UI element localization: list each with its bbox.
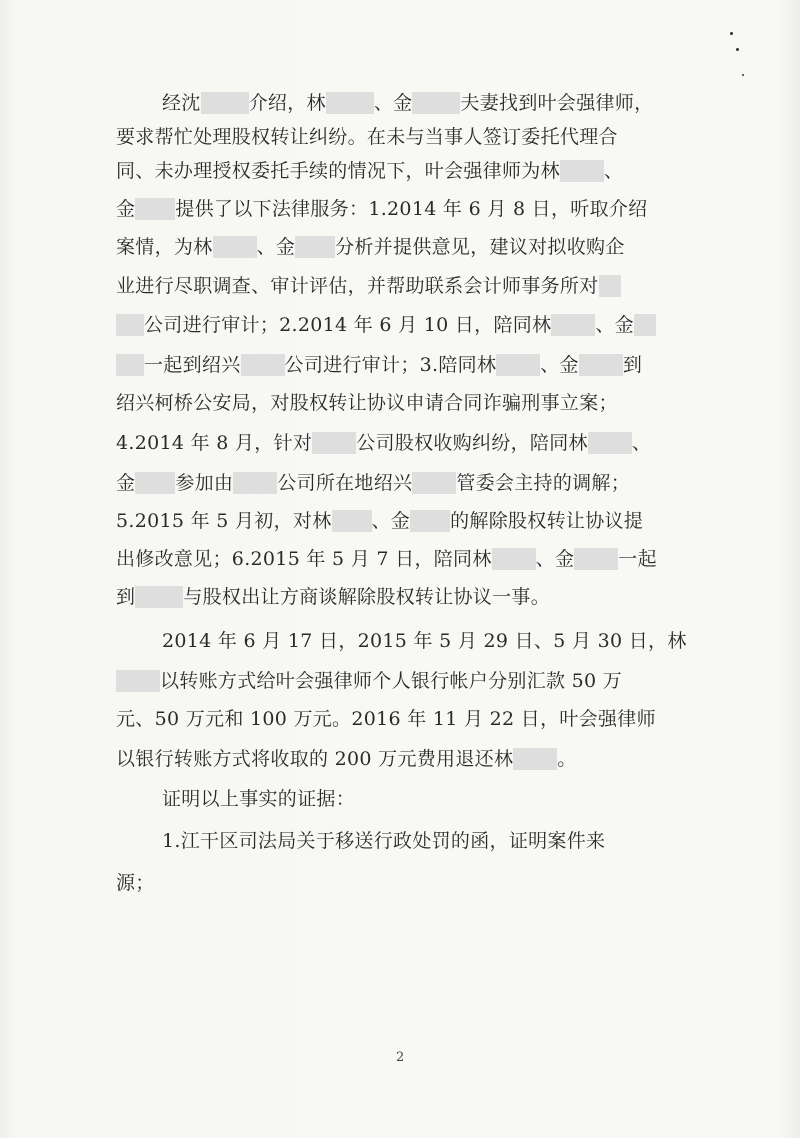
text-segment: 公司进行审计；3.陪同林 xyxy=(284,354,497,376)
text-segment: 金 xyxy=(116,472,136,494)
text-line xyxy=(116,196,692,222)
redaction-block xyxy=(492,548,536,570)
text-segment: 源； xyxy=(116,872,155,894)
text-segment: 金 xyxy=(116,198,136,220)
redaction-block xyxy=(295,236,335,258)
redaction-block xyxy=(135,472,175,494)
text-line xyxy=(116,584,692,610)
text-line xyxy=(116,470,692,496)
text-segment: 参加由 xyxy=(175,472,234,494)
text-segment: 、金 xyxy=(535,548,575,570)
text-segment: 、金 xyxy=(371,510,411,532)
text-line xyxy=(116,273,692,299)
text-segment: 2014 年 6 月 17 日，2015 年 5 月 29 日、5 月 30 日，林 xyxy=(162,630,687,652)
text-segment: 要求帮忙处理股权转让纠纷。在未与当事人签订委托代理合 xyxy=(116,126,618,148)
text-segment: 、 xyxy=(603,160,624,182)
text-segment: 、金 xyxy=(540,354,579,376)
redaction-block xyxy=(412,92,460,114)
text-line xyxy=(116,746,692,772)
text-segment: 一起到绍兴 xyxy=(144,354,241,376)
page-number: 2 xyxy=(396,1050,405,1065)
text-line xyxy=(162,90,692,116)
text-segment: 、 xyxy=(631,432,652,454)
text-line xyxy=(116,312,692,338)
redaction-block xyxy=(574,548,618,570)
scan-speck xyxy=(742,74,744,76)
redaction-block xyxy=(496,354,540,376)
redaction-block xyxy=(412,472,456,494)
text-line xyxy=(116,870,692,896)
text-line xyxy=(116,234,692,260)
scan-speck xyxy=(730,32,733,35)
redaction-block xyxy=(135,586,183,608)
text-line xyxy=(162,628,692,654)
text-segment: 到 xyxy=(622,354,643,376)
redaction-block xyxy=(213,236,257,258)
text-segment: 4.2014 年 8 月，针对 xyxy=(116,432,313,454)
redaction-block xyxy=(513,748,557,770)
redaction-block xyxy=(560,160,604,182)
redaction-block xyxy=(233,472,277,494)
text-line xyxy=(162,786,692,812)
text-segment: 。 xyxy=(557,748,577,770)
text-line xyxy=(116,668,692,694)
text-line xyxy=(162,828,692,854)
text-segment: 元、50 万元和 100 万元。2016 年 11 月 22 日，叶会强律师 xyxy=(116,708,656,730)
redaction-block xyxy=(634,314,656,336)
text-line xyxy=(116,390,692,416)
text-segment: 5.2015 年 5 月初，对林 xyxy=(116,510,332,532)
text-segment: 公司进行审计；2.2014 年 6 月 10 日，陪同林 xyxy=(144,314,552,336)
text-segment: 1.江干区司法局关于移送行政处罚的函，证明案件来 xyxy=(162,830,606,852)
redaction-block xyxy=(201,92,249,114)
text-segment: 介绍，林 xyxy=(248,92,326,114)
text-line xyxy=(116,352,692,378)
text-segment: 同、未办理授权委托手续的情况下，叶会强律师为林 xyxy=(116,160,560,182)
text-segment: 公司股权收购纠纷，陪同林 xyxy=(356,432,588,454)
redaction-block xyxy=(588,432,632,454)
scan-speck xyxy=(736,48,739,51)
text-segment: 以银行转账方式将收取的 200 万元费用退还林 xyxy=(116,748,514,770)
redaction-block xyxy=(116,314,144,336)
text-segment: 出修改意见；6.2015 年 5 月 7 日，陪同林 xyxy=(116,548,492,570)
text-segment: 、金 xyxy=(256,236,296,258)
redaction-block xyxy=(599,275,621,297)
text-segment: 提供了以下法律服务：1.2014 年 6 月 8 日，听取介绍 xyxy=(175,198,648,220)
text-segment: 一起 xyxy=(618,548,657,570)
redaction-block xyxy=(116,354,144,376)
redaction-block xyxy=(579,354,623,376)
text-line xyxy=(116,508,692,534)
text-line xyxy=(116,124,692,150)
text-line xyxy=(116,430,692,456)
redaction-block xyxy=(410,510,450,532)
text-segment: 分析并提供意见，建议对拟收购企 xyxy=(335,236,625,258)
text-segment: 、金 xyxy=(373,92,413,114)
redaction-block xyxy=(551,314,595,336)
redaction-block xyxy=(332,510,372,532)
text-segment: 公司所在地绍兴 xyxy=(277,472,413,494)
text-segment: 与股权出让方商谈解除股权转让协议一事。 xyxy=(183,586,551,608)
redaction-block xyxy=(326,92,374,114)
text-segment: 的解除股权转让协议提 xyxy=(450,510,644,532)
redaction-block xyxy=(116,670,160,692)
text-segment: 案情，为林 xyxy=(116,236,213,258)
text-segment: 业进行尽职调查、审计评估，并帮助联系会计师事务所对 xyxy=(116,275,599,297)
text-segment: 、金 xyxy=(595,314,634,336)
redaction-block xyxy=(312,432,356,454)
text-segment: 管委会主持的调解； xyxy=(456,472,631,494)
redaction-block xyxy=(241,354,285,376)
text-segment: 绍兴柯桥公安局，对股权转让协议申请合同诈骗刑事立案； xyxy=(116,392,618,414)
redaction-block xyxy=(135,198,175,220)
text-segment: 到 xyxy=(116,586,136,608)
text-line xyxy=(116,546,692,572)
text-segment: 经沈 xyxy=(162,92,201,114)
text-segment: 以转账方式给叶会强律师个人银行帐户分别汇款 50 万 xyxy=(160,670,623,692)
text-segment: 夫妻找到叶会强律师， xyxy=(460,92,654,114)
text-line xyxy=(116,158,692,184)
text-segment: 证明以上事实的证据： xyxy=(162,788,356,810)
text-line xyxy=(116,706,692,732)
